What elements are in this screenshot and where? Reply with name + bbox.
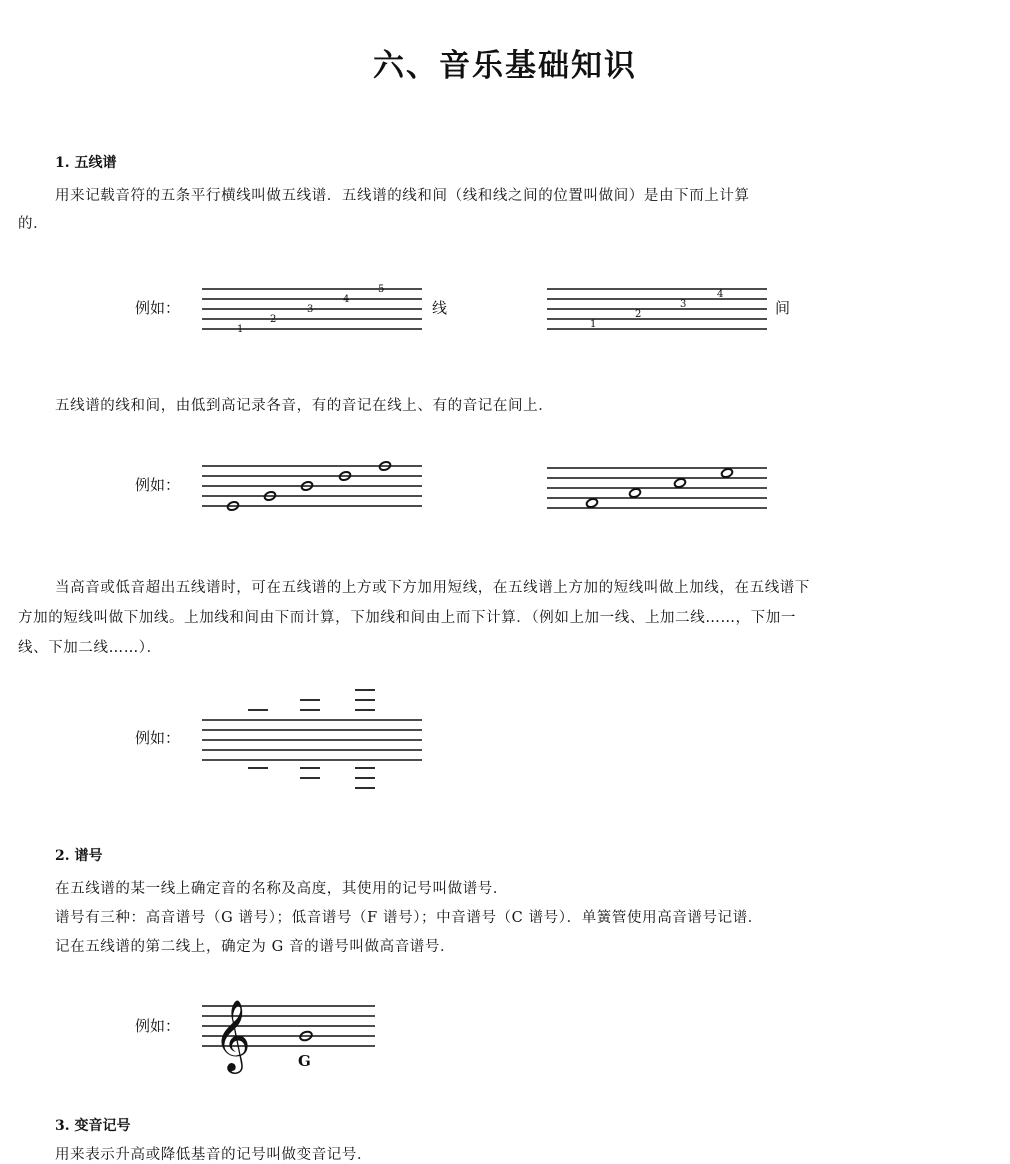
whole-note [629,488,642,499]
staff-notes-in-spaces [545,462,770,522]
page-title: 六、音乐基础知识 [373,48,637,84]
paragraph-notes-on-staff: 五线谱的线和间，由低到高记录各音，有的音记在线上、有的音记在间上． [55,398,554,414]
staff-notes-on-lines [200,460,425,520]
lines-caption: 线 [432,299,448,317]
example-label: 例如： [135,1017,181,1035]
example-label: 例如： [135,476,181,494]
staff-treble-clef [200,990,380,1070]
section-heading-staff: 1. 五线谱 [55,155,117,171]
upper-ledger-lines [248,690,375,710]
whole-note [586,498,599,509]
example-label: 例如： [135,729,181,747]
paragraph-clef-2: 谱号有三种：高音谱号（G 谱号）；低音谱号（F 谱号）；中音谱号（C 谱号）．单簧管使用高音谱号记谱． [55,910,763,926]
line-number-2: 2 [270,314,277,325]
paragraph-staff-intro-2: 的． [18,216,49,232]
staff-spaces-numbered [545,284,770,334]
line-number-1: 1 [237,324,244,335]
paragraph-accidentals-1: 用来表示升高或降低基音的记号叫做变音记号． [55,1147,373,1163]
whole-note [721,468,734,479]
spaces-caption: 间 [775,299,791,317]
paragraph-clef-1: 在五线谱的某一线上确定音的名称及高度，其使用的记号叫做谱号． [55,881,508,897]
line-number-5: 5 [378,284,385,295]
section-heading-accidentals: 3. 变音记号 [55,1118,131,1134]
paragraph-staff-intro-1: 用来记载音符的五条平行横线叫做五线谱．五线谱的线和间（线和线之间的位置叫做间）是由下而上计算 [55,188,750,204]
space-number-4: 4 [717,289,724,300]
paragraph-ledger-lines-3: 线、下加二线……）． [18,640,162,656]
lower-ledger-lines [248,768,375,788]
line-number-3: 3 [307,304,314,315]
paragraph-ledger-lines-1: 当高音或低音超出五线谱时，可在五线谱的上方或下方加用短线，在五线谱上方加的短线叫做上加线，在五线谱下 [55,580,810,596]
staff-lines-numbered [200,284,425,334]
example-label: 例如： [135,299,181,317]
line-number-4: 4 [343,294,350,305]
paragraph-clef-3: 记在五线谱的第二线上，确定为 G 音的谱号叫做高音谱号． [55,939,456,955]
whole-note [674,478,687,489]
g-clef-icon: 𝄞 [214,998,251,1071]
section-heading-clef: 2. 谱号 [55,848,103,864]
space-number-3: 3 [680,299,687,310]
space-number-2: 2 [635,309,642,320]
paragraph-ledger-lines-2: 方加的短线叫做下加线。上加线和间由下而计算，下加线和间由上而下计算．（例如上加一线、上加二线……，下加一 [18,610,796,626]
note-label-g: G [298,1052,311,1070]
space-number-1: 1 [590,319,597,330]
staff-ledger-lines [200,690,425,790]
